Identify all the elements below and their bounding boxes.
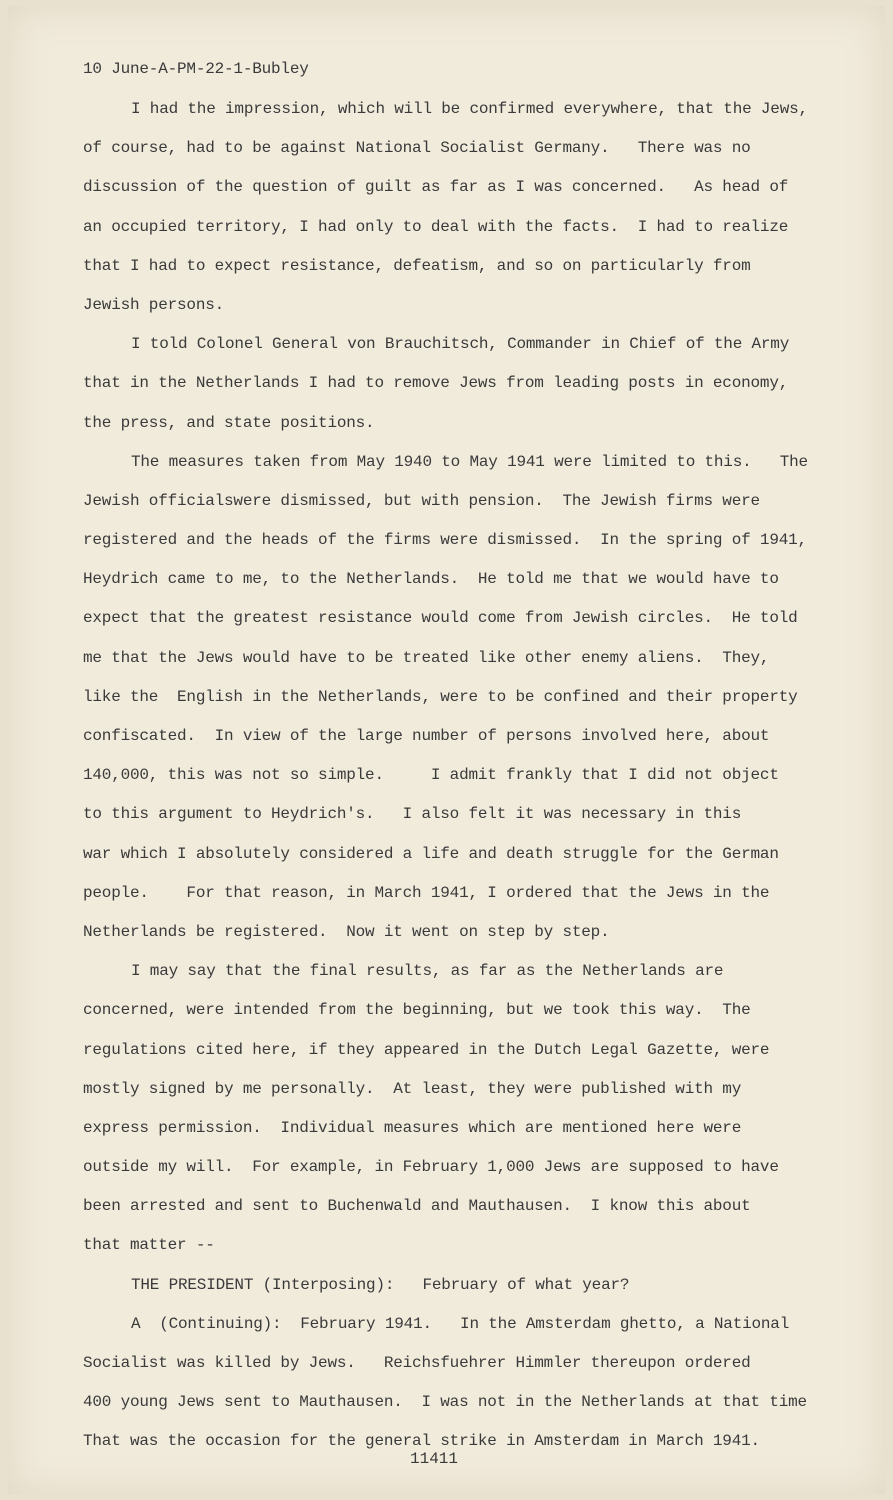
text-line: mostly signed by me personally. At least, they were published with my — [83, 1079, 742, 1098]
text-line: Jewish officialswere dismissed, but with pension. The Jewish firms were — [83, 491, 760, 510]
text-line: express permission. Individual measures which are mentioned here were — [83, 1118, 742, 1137]
text-line: 400 young Jews sent to Mauthausen. I was not in the Netherlands at that time — [83, 1393, 807, 1412]
text-line: regulations cited here, if they appeared in the Dutch Legal Gazette, were — [83, 1040, 770, 1059]
text-line: concerned, were intended from the beginning, but we took this way. The — [83, 1001, 751, 1020]
text-line: A (Continuing): February 1941. In the Amsterdam ghetto, a National — [131, 1314, 790, 1333]
text-line: war which I absolutely considered a life and death struggle for the German — [83, 844, 779, 863]
text-line: of course, had to be against National Socialist Germany. There was no — [83, 139, 751, 158]
text-line: been arrested and sent to Buchenwald and Mauthausen. I know this about — [83, 1197, 751, 1216]
page-number: 11411 — [410, 1450, 459, 1468]
text-line: the press, and state positions. — [83, 413, 375, 432]
text-line: That was the occasion for the general strike in Amsterdam in March 1941. — [83, 1432, 760, 1451]
text-line: outside my will. For example, in February 1,000 Jews are supposed to have — [83, 1158, 779, 1177]
text-line: Netherlands be registered. Now it went on step by step. — [83, 922, 610, 941]
text-line: Socialist was killed by Jews. Reichsfuehrer Himmler thereupon ordered — [83, 1354, 751, 1372]
text-line: expect that the greatest resistance would come from Jewish circles. He told — [83, 609, 798, 628]
text-line: like the English in the Netherlands, were to be confined and their property — [83, 687, 798, 706]
text-line: I may say that the final results, as far as the Netherlands are — [131, 962, 724, 981]
text-line: that in the Netherlands I had to remove Jews from leading posts in economy, — [83, 374, 789, 393]
text-line: people. For that reason, in March 1941, I ordered that the Jews in the — [83, 883, 770, 902]
text-line: Heydrich came to me, to the Netherlands. He told me that we would have to — [83, 570, 779, 589]
text-line: registered and the heads of the firms were dismissed. In the spring of 1941, — [83, 531, 807, 550]
document-text — [83, 58, 843, 1470]
text-line: an occupied territory, I had only to deal with the facts. I had to realize — [83, 217, 789, 236]
text-line: I had the impression, which will be confirmed everywhere, that the Jews, — [131, 100, 808, 118]
text-line: Jewish persons. — [83, 295, 225, 314]
text-line: 140,000, this was not so simple. I admit frankly that I did not object — [83, 766, 779, 785]
text-line: discussion of the question of guilt as far as I was concerned. As head of — [83, 178, 789, 197]
text-line: that matter -- — [83, 1236, 215, 1255]
text-line: to this argument to Heydrich's. I also felt it was necessary in this — [83, 805, 742, 824]
text-line: confiscated. In view of the large number of persons involved here, about — [83, 727, 770, 745]
page-header: 10 June-A-PM-22-1-Bubley — [83, 60, 309, 78]
text-line: I told Colonel General von Brauchitsch, Commander in Chief of the Army — [131, 335, 790, 354]
text-line: The measures taken from May 1940 to May 1941 were limited to this. The — [131, 452, 808, 471]
text-line: that I had to expect resistance, defeatism, and so on particularly from — [83, 256, 751, 275]
text-line: THE PRESIDENT (Interposing): February of what year? — [131, 1275, 630, 1294]
text-line: me that the Jews would have to be treated like other enemy aliens. They, — [83, 648, 770, 667]
